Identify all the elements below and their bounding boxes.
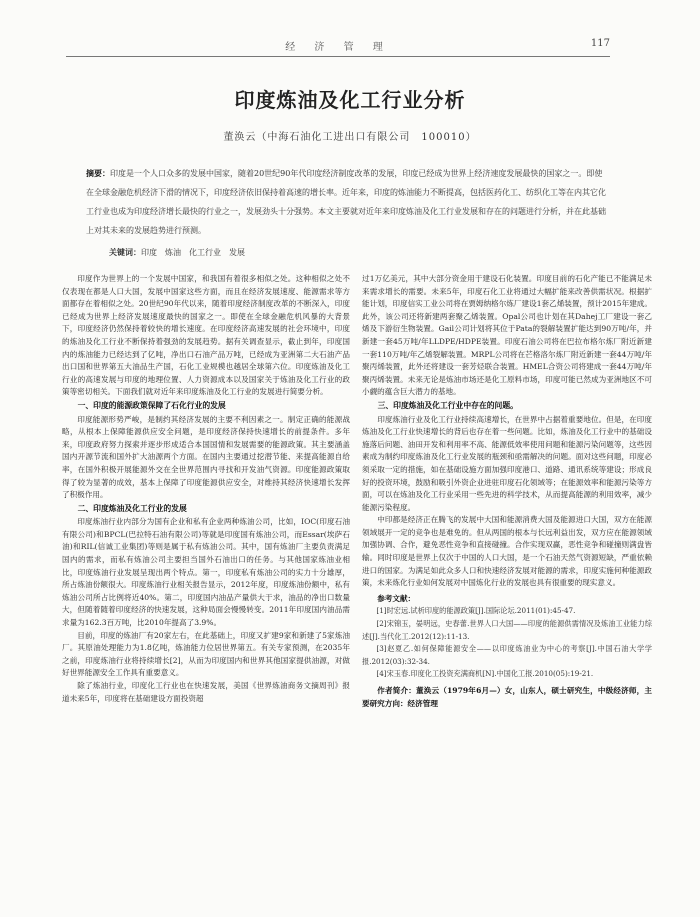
- bio-text: 董涣云（1979年6月—）女，山东人，硕士研究生，中级经济师，主要研究方向：经济管理: [362, 686, 653, 708]
- running-header: [66, 38, 610, 56]
- keywords-label: 关键词：: [109, 247, 141, 257]
- header-rule: [66, 56, 610, 57]
- reference-item: [4]宋玉春.印度化工投资充满商机[N].中国化工报.2010(05):19-21.: [376, 669, 594, 679]
- reference-item: [1]时宏远.试析印度的能源政策[J].国际论坛.2011(01):45-47.: [376, 606, 576, 616]
- abstract-label: 摘要：: [86, 168, 110, 178]
- right-column-body: [362, 273, 652, 590]
- body-paragraph: 印度炼油行业内部分为国有企业和私有企业两种炼油公司，比如，IOC(印度石油有限公司)和BPCL(巴拉特石油有限公司)等就是印度国有炼油公司，而Essar(埃萨石油)和RIL(信诚工业集团)等则是属于私有炼油公司。其中，国有炼油厂主要负责满足国内的需求，而私有炼油公司主要担当国外石油出口的任务。与其他国家炼油业相比，印度炼油行业发展呈现出两个特点。第一，印度私有炼油公司的实力十分雄厚，所占炼油份额很大。印度炼油行业相关报告显示，2012年度，印度炼油份额中，私有炼油公司所占比例将近40%。第二，印度国内油品产量供大于求，油品的净出口数量大，但随着随着印度经济的快速发展，这种局面会慢慢转变。2011年印度国内油品需求量为162.3百万吨，比2010年提高了3.9%。: [62, 517, 350, 628]
- references-title: 参考文献：: [377, 593, 416, 603]
- references-list: [362, 605, 652, 681]
- keywords: [109, 247, 245, 258]
- abstract: [86, 164, 608, 240]
- abstract-text: 印度是一个人口众多的发展中国家，随着20世纪90年代印度经济制度改革的发展，印度已经成为世界上经济速度发展最快的国家之一。即使在全球金融危机经济下滑的情况下，印度经济依旧保持着高速的增长率。近年来，印度的炼油能力不断提高，包括医药化工、纺织化工等在内其它化工行业也成为印度经济增长最快的行业之一，发展劲头十分强势。本文主要就对近年来印度炼油及化工行业发展和存在的问题进行分析，并在此基础上对其未来的发展趋势进行预测。: [86, 169, 606, 235]
- bio-label: 作者简介：: [377, 686, 416, 695]
- body-paragraph: 印度作为世界上的一个发展中国家，和我国有着很多相似之处。这种相似之处不仅表现在都是人口大国，发展中国家这些方面，而且在经济发展速度、能源需求等方面都存在着相似之处。20世纪90年代以来，随着印度经济制度改革的不断深入，印度已经成为世界上经济发展速度最快的国家之一。即使在全球金融危机风暴的大背景下，印度经济仍然保持着较快的增长速度。在印度经济高速发展的社会环境中，印度的炼油及化工行业不断保持着强劲的发展趋势。据有关调查显示，截止到年，印度国内的炼油能力已经达到了亿吨，净出口石油产品万吨，已经成为亚洲第二大石油产品出口国和世界第五大油品生产国，石化工业规模也越居全球第六位。印度炼油及化工行业的高速发展与印度的地理位置、人力资源成本以及国家关于炼油及化工行业的政策等密切相关。下面我们就对近年来印度炼油及化工行业的发展进行简要分析。: [62, 274, 350, 397]
- body-paragraph: 中印都是经济正在腾飞的发展中大国和能源消费大国及能源进口大国，双方在能源领域展开一定的竞争也是难免的。但从两国的根本与长远利益出发，双方应在能源领域加强协调、合作，避免恶性竞争和直接碰撞。合作实现双赢，恶性竞争和碰撞则满盘皆输。同时印度是世界上仅次于中国的人口大国，是一个石油天然气资源短缺，严重依赖进口的国家。为满足如此众多人口和快速经济发展对能源的需求，印度实施何种能源政策，未来炼化行业如何发展对中国炼化行业的发展也具有很重要的现实意义。: [362, 515, 652, 588]
- body-paragraph: 印度炼油行业及化工行业持续高速增长，在世界中占据着重要地位。但是，在印度炼油及化工行业快速增长的背后也存在着一些问题。比如，炼油及化工行业中的基础设施落后问题、油田开发和利用率不高、能源低效率使用问题和能源污染问题等，这些因素成为制约印度炼油及化工行业发展的瓶颈和亟需解决的问题。面对这些问题，印度必须采取一定的措施，如在基础设施方面加强印度港口、道路、通讯系统等建设；形成良好的投资环境，鼓励和吸引外资企业进驻印度石化领域等；在能源效率和能源污染等方面，可以在炼油及化工行业采用一些先进的科学技术，从而提高能源的利用效率，减少能源污染程度。: [362, 414, 652, 512]
- article-title: 印度炼油及化工行业分析: [234, 88, 466, 112]
- section-heading: 一、印度的能源政策保障了石化行业的发展: [77, 400, 226, 410]
- author-bio: [362, 685, 652, 710]
- section-heading: 二、印度炼油及化工行业的发展: [77, 503, 187, 513]
- section-heading: 三、印度炼油及化工行业中存在的问题。: [377, 400, 518, 410]
- right-column: [362, 273, 652, 710]
- journal-section-name: 经 济 管 理: [285, 42, 391, 53]
- body-paragraph: 除了炼油行业，印度化工行业也在快速发展，美国《世界炼油商务文摘周刊》报道未来5年，印度将在基础建设方面投资超: [62, 681, 350, 703]
- keywords-text: 印度 炼油 化工行业 发展: [141, 248, 245, 257]
- body-paragraph: 过1万亿美元，其中大部分资金用于建设石化装置。印度目前的石化产能已不能满足未来需求增长的需要。未来5年，印度石化工业将通过大幅扩能来改善供需状况。根据扩能计划，印度信实工业公司将在贾姆纳格尔炼厂建设1套乙烯装置，预计2015年建成。此外，该公司还将新建两套聚乙烯装置。Opal公司也计划在其Dahej工厂建设一套乙烯及下游衍生物装置。Gail公司计划将其位于Pata的裂解装置扩能达到90万吨/年，并新建一套45万吨/年LLDPE/HDPE装置。印度石油公司将在巴拉布格尔炼厂附近新建一套110万吨/年乙烯裂解装置。MRPL公司将在芒格洛尔炼厂附近新建一套44万吨/年聚丙烯装置，此外还将建设一套芳烃联合装置。HMEL合资公司将建成一套44万吨/年聚丙烯装置。未来无论是炼油市场还是化工原料市场，印度可能已然成为亚洲地区不可小觑的蕴含巨大潜力的基地。: [362, 274, 652, 397]
- body-paragraph: 目前，印度的炼油厂有20家左右，在此基础上，印度又扩建9家和新建了5家炼油厂。其原油处理能力为1.8亿吨，炼油能力位居世界第五。有关专家预测，在2035年之前，印度炼油行业将持续增长[2]，从而为印度国内和世界其他国家提供油源，对做好世界能源安全工作具有重要意义。: [62, 630, 350, 678]
- author-line: 董涣云（中海石油化工进出口有限公司 100010）: [223, 132, 477, 143]
- reference-item: [3]赵夏乙.如何保障能源安全——以印度炼油业为中心的考察[J].中国石油大学学报.2012(03):32-34.: [362, 644, 652, 666]
- body-paragraph: 印度能源形势严峻，是制约其经济发展的主要不利因素之一。制定正确的能源战略，从根本上保障能源供应安全问题，是印度经济保持快速增长的前提条件。多年来，印度政府努力探索并逐步形成适合本国国情和发展需要的能源政策。其主要涵盖国内开源节流和国外扩大油源两个方面。在国内主要通过挖潜节能、来提高能源自给率，在国外积极开展能源外交在全世界范围内寻找和开发油气资源。印度能源政策取得了较为显著的成效，基本上保障了印度能源供应安全，对维持其经济快速增长发挥了积极作用。: [62, 414, 350, 500]
- page-number: 117: [590, 38, 610, 49]
- left-column: [62, 273, 350, 705]
- reference-item: [2]宋锦玉，晏明远，史春蕾.世界人口大国——印度的能源供需情况及炼油工业能力综述[J].当代化工.2012(12):11-13.: [362, 619, 652, 641]
